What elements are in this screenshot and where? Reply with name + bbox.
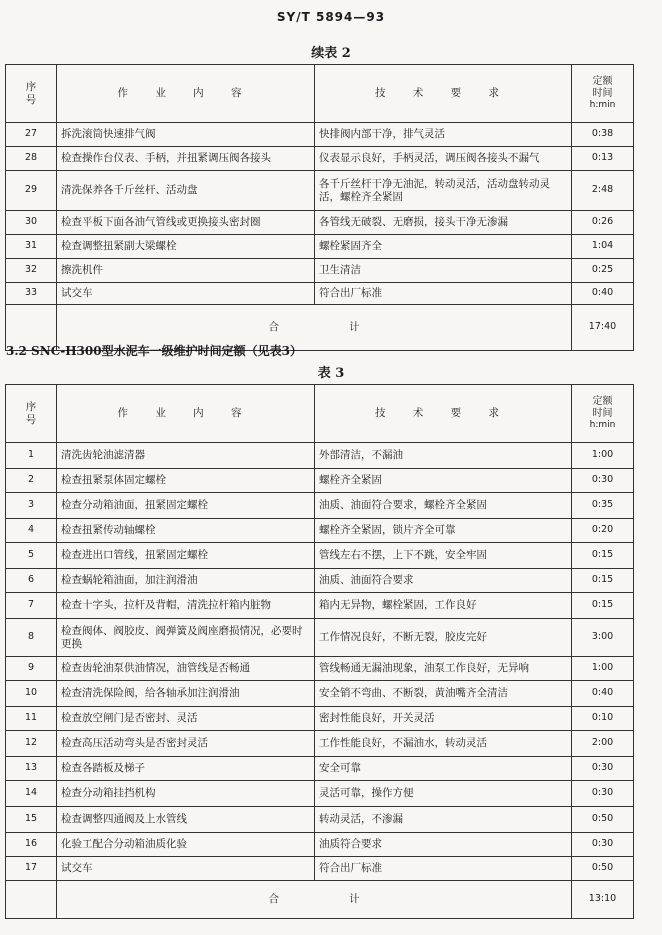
row-number: 6 bbox=[6, 569, 57, 593]
row-requirement: 密封性能良好，开关灵活 bbox=[315, 707, 572, 731]
row-content: 检查调整扭紧副大梁螺栓 bbox=[57, 235, 315, 259]
row-time: 0:30 bbox=[572, 757, 634, 781]
row-time: 3:00 bbox=[572, 619, 634, 657]
col-header-requirement: 技 术 要 求 bbox=[315, 65, 572, 123]
row-requirement: 安全可靠 bbox=[315, 757, 572, 781]
table2-total-time: 17:40 bbox=[572, 305, 634, 351]
table-row bbox=[6, 807, 634, 833]
table2-body bbox=[6, 123, 634, 305]
row-number: 13 bbox=[6, 757, 57, 781]
section-heading: 3.2 SNC-H300型水泥车一级维护时间定额（见表3） bbox=[6, 344, 302, 358]
row-time: 0:20 bbox=[572, 519, 634, 543]
table3-total-label: 合 计 bbox=[57, 881, 572, 919]
row-number: 14 bbox=[6, 781, 57, 807]
row-number: 31 bbox=[6, 235, 57, 259]
row-requirement: 仪表显示良好，手柄灵活，调压阀各接头不漏气 bbox=[315, 147, 572, 171]
row-number: 8 bbox=[6, 619, 57, 657]
row-requirement: 管线畅通无漏油现象，油泵工作良好，无异响 bbox=[315, 657, 572, 681]
table-row bbox=[6, 493, 634, 519]
row-requirement: 符合出厂标准 bbox=[315, 857, 572, 881]
row-content: 擦洗机件 bbox=[57, 259, 315, 283]
row-content: 检查调整四通阀及上水管线 bbox=[57, 807, 315, 833]
document-code: SY/T 5894—93 bbox=[276, 10, 386, 24]
row-number: 11 bbox=[6, 707, 57, 731]
row-number: 30 bbox=[6, 211, 57, 235]
col-header-no: 序 号 bbox=[6, 385, 57, 443]
col-header-time: 定额 时间 h:min bbox=[572, 385, 634, 443]
row-requirement: 螺栓齐全紧固 bbox=[315, 469, 572, 493]
row-content: 检查分动箱油面，扭紧固定螺栓 bbox=[57, 493, 315, 519]
row-number: 5 bbox=[6, 543, 57, 569]
row-requirement: 箱内无异物，螺栓紧固，工作良好 bbox=[315, 593, 572, 619]
table-row bbox=[6, 211, 634, 235]
table-row bbox=[6, 857, 634, 881]
row-requirement: 快排阀内部干净，排气灵活 bbox=[315, 123, 572, 147]
row-time: 1:04 bbox=[572, 235, 634, 259]
col-header-requirement: 技 术 要 求 bbox=[315, 385, 572, 443]
row-content: 检查清洗保险阀，给各轴承加注润滑油 bbox=[57, 681, 315, 707]
row-time: 0:38 bbox=[572, 123, 634, 147]
row-requirement: 外部清洁，不漏油 bbox=[315, 443, 572, 469]
row-number: 12 bbox=[6, 731, 57, 757]
row-content: 检查平板下面各油气管线或更换接头密封圈 bbox=[57, 211, 315, 235]
table3-title: 表 3 bbox=[317, 366, 345, 381]
table-row bbox=[6, 681, 634, 707]
row-number: 28 bbox=[6, 147, 57, 171]
table3-total-time: 13:10 bbox=[572, 881, 634, 919]
row-time: 0:15 bbox=[572, 569, 634, 593]
row-time: 0:50 bbox=[572, 857, 634, 881]
col-header-content: 作 业 内 容 bbox=[57, 385, 315, 443]
row-requirement: 安全销不弯曲、不断裂，黄油嘴齐全清洁 bbox=[315, 681, 572, 707]
table-row bbox=[6, 731, 634, 757]
col-header-time: 定额 时间 h:min bbox=[572, 65, 634, 123]
row-requirement: 油质、油面符合要求，螺栓齐全紧固 bbox=[315, 493, 572, 519]
col-header-content: 作 业 内 容 bbox=[57, 65, 315, 123]
row-number: 17 bbox=[6, 857, 57, 881]
row-content: 检查扭紧泵体固定螺栓 bbox=[57, 469, 315, 493]
table-row bbox=[6, 519, 634, 543]
table-row bbox=[6, 593, 634, 619]
row-requirement: 油质符合要求 bbox=[315, 833, 572, 857]
row-content: 检查各踏板及梯子 bbox=[57, 757, 315, 781]
row-requirement: 灵活可靠，操作方便 bbox=[315, 781, 572, 807]
table2-total-label: 合 计 bbox=[57, 305, 572, 351]
row-number: 15 bbox=[6, 807, 57, 833]
table3-total-blank bbox=[6, 881, 57, 919]
table-row bbox=[6, 569, 634, 593]
row-time: 0:40 bbox=[572, 283, 634, 305]
row-content: 清洗齿轮油滤清器 bbox=[57, 443, 315, 469]
row-time: 0:26 bbox=[572, 211, 634, 235]
row-requirement: 螺栓齐全紧固，锁片齐全可靠 bbox=[315, 519, 572, 543]
row-number: 10 bbox=[6, 681, 57, 707]
row-number: 7 bbox=[6, 593, 57, 619]
table-row bbox=[6, 619, 634, 657]
row-time: 0:30 bbox=[572, 469, 634, 493]
table-row bbox=[6, 833, 634, 857]
row-requirement: 各千斤丝杆干净无油泥，转动灵活，活动盘转动灵活，螺栓齐全紧固 bbox=[315, 171, 572, 211]
row-time: 0:15 bbox=[572, 543, 634, 569]
row-time: 1:00 bbox=[572, 657, 634, 681]
col-header-no: 序 号 bbox=[6, 65, 57, 123]
table-2 bbox=[5, 64, 634, 351]
row-time: 0:40 bbox=[572, 681, 634, 707]
row-content: 试交车 bbox=[57, 857, 315, 881]
table-row bbox=[6, 757, 634, 781]
table3-body bbox=[6, 443, 634, 881]
row-time: 0:30 bbox=[572, 781, 634, 807]
row-content: 清洗保养各千斤丝杆、活动盘 bbox=[57, 171, 315, 211]
row-requirement: 工作情况良好，不断无裂，胶皮完好 bbox=[315, 619, 572, 657]
row-content: 检查放空闸门是否密封、灵活 bbox=[57, 707, 315, 731]
table-3 bbox=[5, 384, 634, 919]
row-content: 检查十字头，拉杆及背帽，清洗拉杆箱内脏物 bbox=[57, 593, 315, 619]
row-requirement: 管线左右不摆，上下不跳，安全牢固 bbox=[315, 543, 572, 569]
table3-header-row bbox=[6, 385, 634, 443]
row-number: 2 bbox=[6, 469, 57, 493]
table-row bbox=[6, 123, 634, 147]
row-time: 0:30 bbox=[572, 833, 634, 857]
row-content: 检查分动箱挂挡机构 bbox=[57, 781, 315, 807]
row-number: 32 bbox=[6, 259, 57, 283]
table-row bbox=[6, 443, 634, 469]
table-row bbox=[6, 147, 634, 171]
table-row bbox=[6, 259, 634, 283]
row-content: 试交车 bbox=[57, 283, 315, 305]
row-content: 检查蜗轮箱油面，加注润滑油 bbox=[57, 569, 315, 593]
row-time: 0:50 bbox=[572, 807, 634, 833]
row-content: 检查高压活动弯头是否密封灵活 bbox=[57, 731, 315, 757]
table2-header-row bbox=[6, 65, 634, 123]
row-time: 2:48 bbox=[572, 171, 634, 211]
table2-title: 续表 2 bbox=[311, 46, 351, 61]
row-requirement: 转动灵活，不渗漏 bbox=[315, 807, 572, 833]
row-requirement: 符合出厂标准 bbox=[315, 283, 572, 305]
table-row bbox=[6, 283, 634, 305]
row-time: 0:10 bbox=[572, 707, 634, 731]
row-time: 0:25 bbox=[572, 259, 634, 283]
table-row bbox=[6, 171, 634, 211]
table-row bbox=[6, 781, 634, 807]
row-number: 3 bbox=[6, 493, 57, 519]
table-row bbox=[6, 707, 634, 731]
row-content: 检查阀体、阀胶皮、阀弹簧及阀座磨损情况，必要时更换 bbox=[57, 619, 315, 657]
row-time: 1:00 bbox=[572, 443, 634, 469]
row-requirement: 油质、油面符合要求 bbox=[315, 569, 572, 593]
row-content: 检查扭紧传动轴螺栓 bbox=[57, 519, 315, 543]
row-requirement: 卫生清洁 bbox=[315, 259, 572, 283]
table-row bbox=[6, 543, 634, 569]
row-time: 0:13 bbox=[572, 147, 634, 171]
row-content: 检查操作台仪表、手柄，并扭紧调压阀各接头 bbox=[57, 147, 315, 171]
row-requirement: 螺栓紧固齐全 bbox=[315, 235, 572, 259]
row-number: 1 bbox=[6, 443, 57, 469]
row-requirement: 工作性能良好，不漏油水，转动灵活 bbox=[315, 731, 572, 757]
row-number: 29 bbox=[6, 171, 57, 211]
table3-total-row bbox=[6, 881, 634, 919]
row-number: 16 bbox=[6, 833, 57, 857]
table-row bbox=[6, 235, 634, 259]
row-number: 27 bbox=[6, 123, 57, 147]
row-content: 化验工配合分动箱油质化验 bbox=[57, 833, 315, 857]
table-row bbox=[6, 469, 634, 493]
row-content: 检查进出口管线，扭紧固定螺栓 bbox=[57, 543, 315, 569]
row-requirement: 各管线无破裂、无磨损，接头干净无渗漏 bbox=[315, 211, 572, 235]
row-content: 检查齿轮油泵供油情况，油管线是否畅通 bbox=[57, 657, 315, 681]
row-time: 0:35 bbox=[572, 493, 634, 519]
row-time: 2:00 bbox=[572, 731, 634, 757]
row-time: 0:15 bbox=[572, 593, 634, 619]
row-content: 拆洗滚筒快速排气阀 bbox=[57, 123, 315, 147]
row-number: 4 bbox=[6, 519, 57, 543]
table-row bbox=[6, 657, 634, 681]
row-number: 9 bbox=[6, 657, 57, 681]
row-number: 33 bbox=[6, 283, 57, 305]
